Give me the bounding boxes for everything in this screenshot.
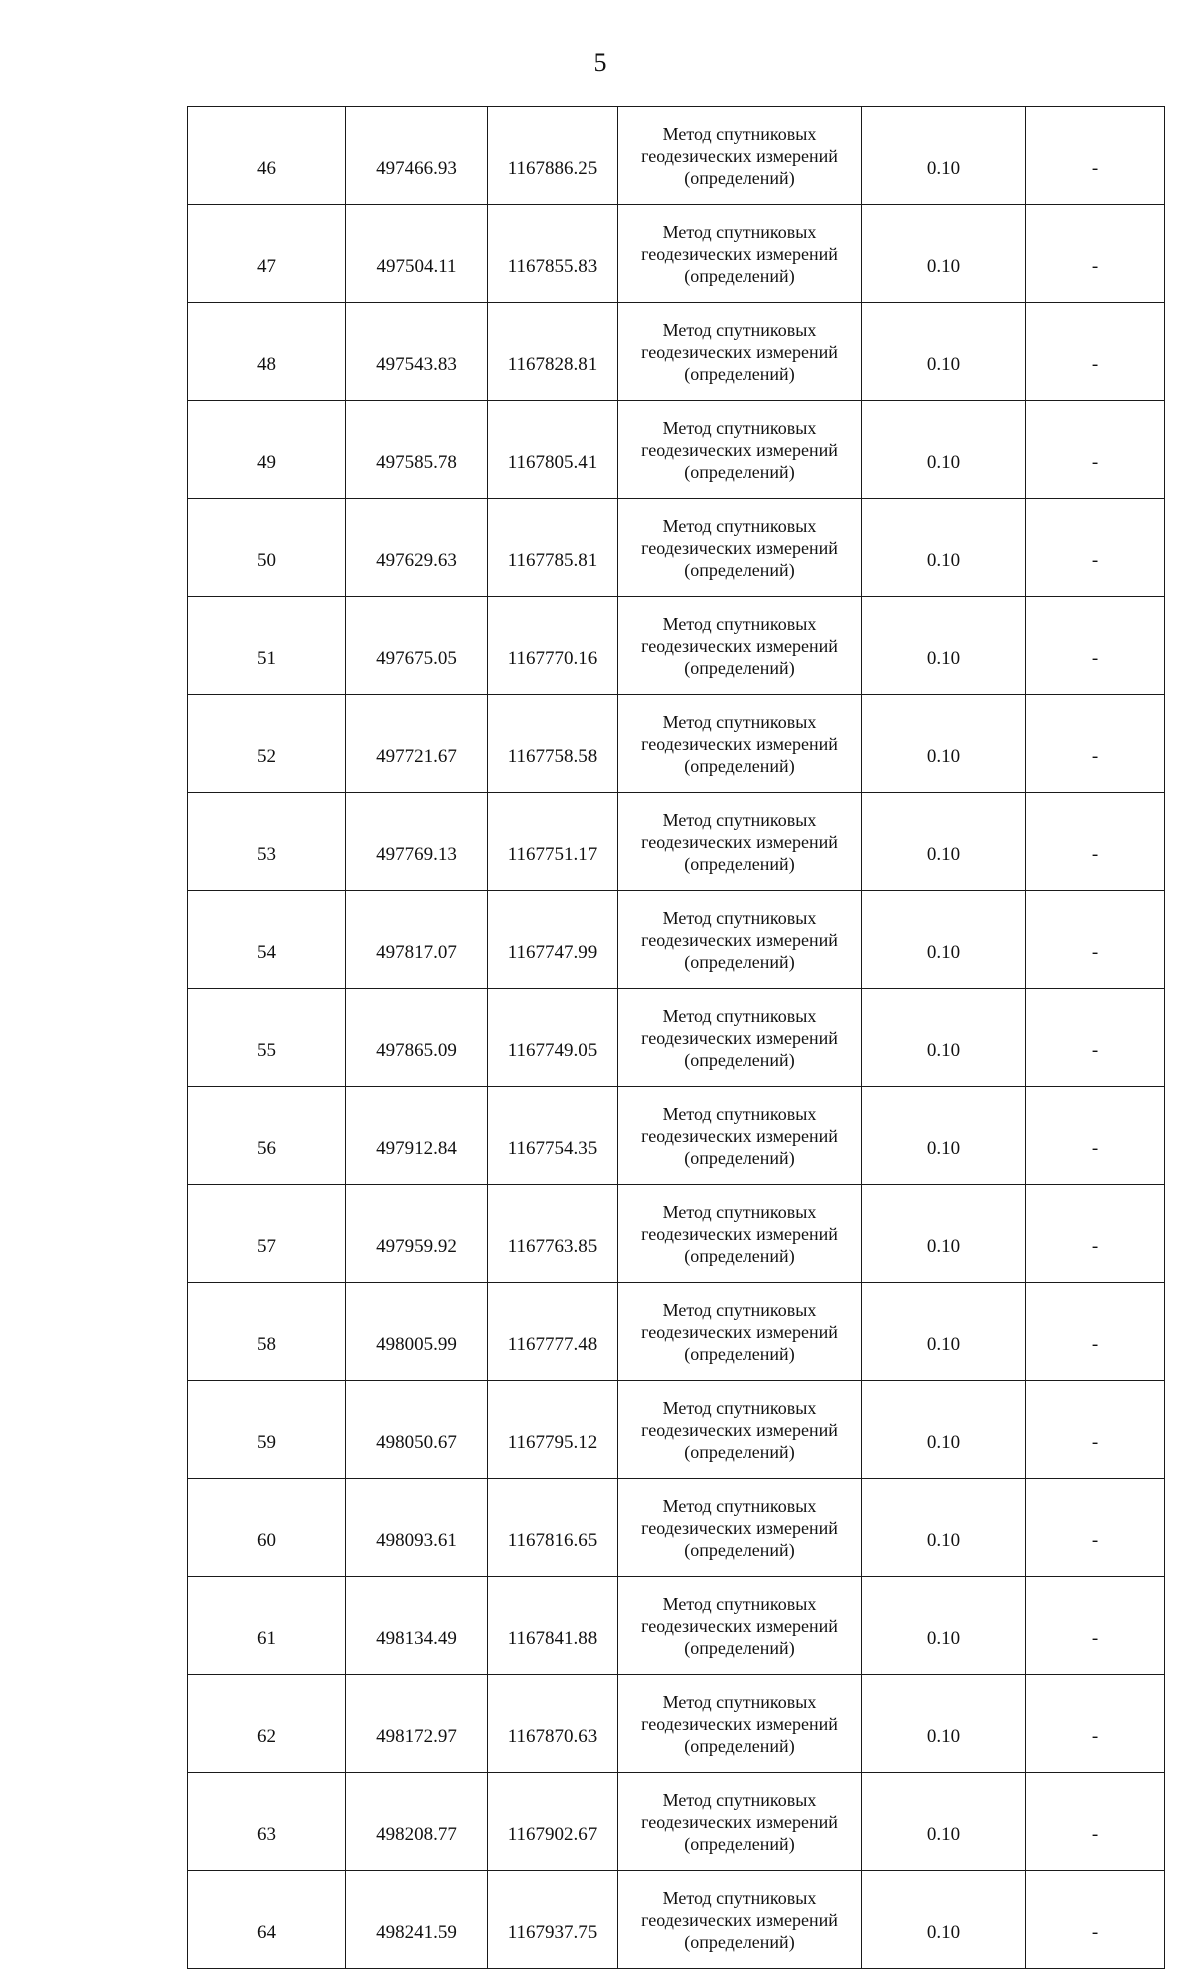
x-coordinate-cell: 497865.09 <box>346 989 488 1087</box>
table-row <box>188 1773 1165 1871</box>
x-coordinate-cell: 497912.84 <box>346 1087 488 1185</box>
method-line: Метод спутниковых <box>662 1887 817 1908</box>
x-coordinate-cell: 497543.83 <box>346 303 488 401</box>
extra-cell: - <box>1026 1283 1165 1381</box>
method-line: Метод спутниковых <box>662 221 817 242</box>
point-number-cell: 57 <box>188 1185 346 1283</box>
y-coordinate-cell: 1167937.75 <box>488 1871 618 1969</box>
method-cell <box>618 1381 862 1479</box>
table-row <box>188 1185 1165 1283</box>
method-line: Метод спутниковых <box>662 515 817 536</box>
x-coordinate-cell: 497504.11 <box>346 205 488 303</box>
extra-cell: - <box>1026 597 1165 695</box>
method-line: (определений) <box>684 1637 795 1658</box>
x-coordinate-cell: 497721.67 <box>346 695 488 793</box>
error-cell: 0.10 <box>862 1185 1026 1283</box>
method-cell <box>618 1675 862 1773</box>
method-cell <box>618 499 862 597</box>
method-line: геодезических измерений <box>641 1811 838 1832</box>
table-row <box>188 989 1165 1087</box>
method-line: (определений) <box>684 363 795 384</box>
method-line: Метод спутниковых <box>662 1789 817 1810</box>
error-cell: 0.10 <box>862 793 1026 891</box>
method-line: (определений) <box>684 755 795 776</box>
error-cell: 0.10 <box>862 1381 1026 1479</box>
error-cell: 0.10 <box>862 891 1026 989</box>
x-coordinate-cell: 497466.93 <box>346 107 488 205</box>
y-coordinate-cell: 1167805.41 <box>488 401 618 499</box>
x-coordinate-cell: 497769.13 <box>346 793 488 891</box>
method-line: геодезических измерений <box>641 243 838 264</box>
error-cell: 0.10 <box>862 401 1026 499</box>
error-cell: 0.10 <box>862 1479 1026 1577</box>
point-number-cell: 63 <box>188 1773 346 1871</box>
method-cell <box>618 107 862 205</box>
y-coordinate-cell: 1167902.67 <box>488 1773 618 1871</box>
method-line: Метод спутниковых <box>662 1005 817 1026</box>
error-cell: 0.10 <box>862 1283 1026 1381</box>
method-cell <box>618 401 862 499</box>
method-cell <box>618 1773 862 1871</box>
y-coordinate-cell: 1167749.05 <box>488 989 618 1087</box>
method-line: геодезических измерений <box>641 341 838 362</box>
method-line: Метод спутниковых <box>662 907 817 928</box>
x-coordinate-cell: 498093.61 <box>346 1479 488 1577</box>
point-number-cell: 55 <box>188 989 346 1087</box>
y-coordinate-cell: 1167747.99 <box>488 891 618 989</box>
method-line: (определений) <box>684 853 795 874</box>
extra-cell: - <box>1026 205 1165 303</box>
extra-cell: - <box>1026 107 1165 205</box>
method-line: геодезических измерений <box>641 733 838 754</box>
method-line: геодезических измерений <box>641 929 838 950</box>
method-line: (определений) <box>684 559 795 580</box>
method-line: геодезических измерений <box>641 1321 838 1342</box>
method-line: геодезических измерений <box>641 1713 838 1734</box>
y-coordinate-cell: 1167777.48 <box>488 1283 618 1381</box>
extra-cell: - <box>1026 1577 1165 1675</box>
point-number-cell: 59 <box>188 1381 346 1479</box>
extra-cell: - <box>1026 1087 1165 1185</box>
method-line: Метод спутниковых <box>662 1593 817 1614</box>
y-coordinate-cell: 1167763.85 <box>488 1185 618 1283</box>
table-row <box>188 1871 1165 1969</box>
method-cell <box>618 597 862 695</box>
x-coordinate-cell: 498134.49 <box>346 1577 488 1675</box>
method-line: геодезических измерений <box>641 635 838 656</box>
table-row <box>188 499 1165 597</box>
x-coordinate-cell: 497629.63 <box>346 499 488 597</box>
point-number-cell: 53 <box>188 793 346 891</box>
x-coordinate-cell: 498208.77 <box>346 1773 488 1871</box>
method-cell <box>618 793 862 891</box>
method-line: Метод спутниковых <box>662 319 817 340</box>
method-line: геодезических измерений <box>641 1419 838 1440</box>
table-row <box>188 303 1165 401</box>
method-line: Метод спутниковых <box>662 1397 817 1418</box>
table-row <box>188 107 1165 205</box>
y-coordinate-cell: 1167870.63 <box>488 1675 618 1773</box>
y-coordinate-cell: 1167758.58 <box>488 695 618 793</box>
extra-cell: - <box>1026 1773 1165 1871</box>
extra-cell: - <box>1026 989 1165 1087</box>
table-row <box>188 1087 1165 1185</box>
x-coordinate-cell: 497675.05 <box>346 597 488 695</box>
method-line: (определений) <box>684 1441 795 1462</box>
method-cell <box>618 1185 862 1283</box>
point-number-cell: 56 <box>188 1087 346 1185</box>
table-row <box>188 1479 1165 1577</box>
method-line: геодезических измерений <box>641 1223 838 1244</box>
y-coordinate-cell: 1167816.65 <box>488 1479 618 1577</box>
error-cell: 0.10 <box>862 205 1026 303</box>
extra-cell: - <box>1026 1381 1165 1479</box>
point-number-cell: 64 <box>188 1871 346 1969</box>
extra-cell: - <box>1026 1185 1165 1283</box>
error-cell: 0.10 <box>862 1675 1026 1773</box>
extra-cell: - <box>1026 499 1165 597</box>
error-cell: 0.10 <box>862 1577 1026 1675</box>
method-line: геодезических измерений <box>641 1615 838 1636</box>
coordinates-table <box>187 106 1165 1969</box>
method-line: (определений) <box>684 167 795 188</box>
method-line: (определений) <box>684 1833 795 1854</box>
method-line: Метод спутниковых <box>662 1691 817 1712</box>
method-line: Метод спутниковых <box>662 1103 817 1124</box>
method-line: (определений) <box>684 951 795 972</box>
point-number-cell: 58 <box>188 1283 346 1381</box>
method-line: Метод спутниковых <box>662 417 817 438</box>
y-coordinate-cell: 1167828.81 <box>488 303 618 401</box>
method-line: Метод спутниковых <box>662 711 817 732</box>
point-number-cell: 61 <box>188 1577 346 1675</box>
error-cell: 0.10 <box>862 499 1026 597</box>
point-number-cell: 52 <box>188 695 346 793</box>
point-number-cell: 54 <box>188 891 346 989</box>
point-number-cell: 50 <box>188 499 346 597</box>
extra-cell: - <box>1026 1479 1165 1577</box>
x-coordinate-cell: 498241.59 <box>346 1871 488 1969</box>
point-number-cell: 62 <box>188 1675 346 1773</box>
method-line: (определений) <box>684 1735 795 1756</box>
method-cell <box>618 1871 862 1969</box>
table-row <box>188 891 1165 989</box>
y-coordinate-cell: 1167785.81 <box>488 499 618 597</box>
y-coordinate-cell: 1167751.17 <box>488 793 618 891</box>
method-line: Метод спутниковых <box>662 1201 817 1222</box>
method-line: (определений) <box>684 1539 795 1560</box>
y-coordinate-cell: 1167841.88 <box>488 1577 618 1675</box>
x-coordinate-cell: 498172.97 <box>346 1675 488 1773</box>
method-line: геодезических измерений <box>641 1027 838 1048</box>
extra-cell: - <box>1026 1675 1165 1773</box>
method-cell <box>618 303 862 401</box>
error-cell: 0.10 <box>862 1871 1026 1969</box>
point-number-cell: 47 <box>188 205 346 303</box>
x-coordinate-cell: 497817.07 <box>346 891 488 989</box>
page-number: 5 <box>593 48 607 77</box>
error-cell: 0.10 <box>862 303 1026 401</box>
method-cell <box>618 695 862 793</box>
error-cell: 0.10 <box>862 1087 1026 1185</box>
method-cell <box>618 1087 862 1185</box>
point-number-cell: 51 <box>188 597 346 695</box>
extra-cell: - <box>1026 401 1165 499</box>
point-number-cell: 46 <box>188 107 346 205</box>
method-line: геодезических измерений <box>641 439 838 460</box>
error-cell: 0.10 <box>862 989 1026 1087</box>
table-row <box>188 1675 1165 1773</box>
extra-cell: - <box>1026 303 1165 401</box>
table-row <box>188 1283 1165 1381</box>
method-cell <box>618 1283 862 1381</box>
method-line: Метод спутниковых <box>662 809 817 830</box>
method-line: (определений) <box>684 1147 795 1168</box>
method-line: (определений) <box>684 1931 795 1952</box>
table-row <box>188 793 1165 891</box>
y-coordinate-cell: 1167886.25 <box>488 107 618 205</box>
method-line: Метод спутниковых <box>662 123 817 144</box>
method-line: (определений) <box>684 1245 795 1266</box>
method-cell <box>618 891 862 989</box>
method-cell <box>618 1479 862 1577</box>
method-line: (определений) <box>684 265 795 286</box>
y-coordinate-cell: 1167795.12 <box>488 1381 618 1479</box>
method-line: геодезических измерений <box>641 537 838 558</box>
method-cell <box>618 205 862 303</box>
error-cell: 0.10 <box>862 695 1026 793</box>
method-line: Метод спутниковых <box>662 613 817 634</box>
method-line: геодезических измерений <box>641 1909 838 1930</box>
error-cell: 0.10 <box>862 597 1026 695</box>
x-coordinate-cell: 497959.92 <box>346 1185 488 1283</box>
extra-cell: - <box>1026 695 1165 793</box>
point-number-cell: 60 <box>188 1479 346 1577</box>
method-line: геодезических измерений <box>641 145 838 166</box>
method-line: Метод спутниковых <box>662 1495 817 1516</box>
coordinates-table-body <box>188 107 1165 1969</box>
table-row <box>188 401 1165 499</box>
table-row <box>188 597 1165 695</box>
error-cell: 0.10 <box>862 107 1026 205</box>
method-line: (определений) <box>684 1049 795 1070</box>
method-line: (определений) <box>684 657 795 678</box>
x-coordinate-cell: 498005.99 <box>346 1283 488 1381</box>
y-coordinate-cell: 1167770.16 <box>488 597 618 695</box>
extra-cell: - <box>1026 1871 1165 1969</box>
error-cell: 0.10 <box>862 1773 1026 1871</box>
method-cell <box>618 989 862 1087</box>
table-row <box>188 1577 1165 1675</box>
extra-cell: - <box>1026 891 1165 989</box>
method-cell <box>618 1577 862 1675</box>
method-line: геодезических измерений <box>641 1517 838 1538</box>
method-line: геодезических измерений <box>641 831 838 852</box>
method-line: (определений) <box>684 461 795 482</box>
x-coordinate-cell: 497585.78 <box>346 401 488 499</box>
point-number-cell: 49 <box>188 401 346 499</box>
extra-cell: - <box>1026 793 1165 891</box>
x-coordinate-cell: 498050.67 <box>346 1381 488 1479</box>
method-line: (определений) <box>684 1343 795 1364</box>
y-coordinate-cell: 1167754.35 <box>488 1087 618 1185</box>
point-number-cell: 48 <box>188 303 346 401</box>
table-row <box>188 205 1165 303</box>
table-row <box>188 1381 1165 1479</box>
table-row <box>188 695 1165 793</box>
method-line: геодезических измерений <box>641 1125 838 1146</box>
y-coordinate-cell: 1167855.83 <box>488 205 618 303</box>
method-line: Метод спутниковых <box>662 1299 817 1320</box>
